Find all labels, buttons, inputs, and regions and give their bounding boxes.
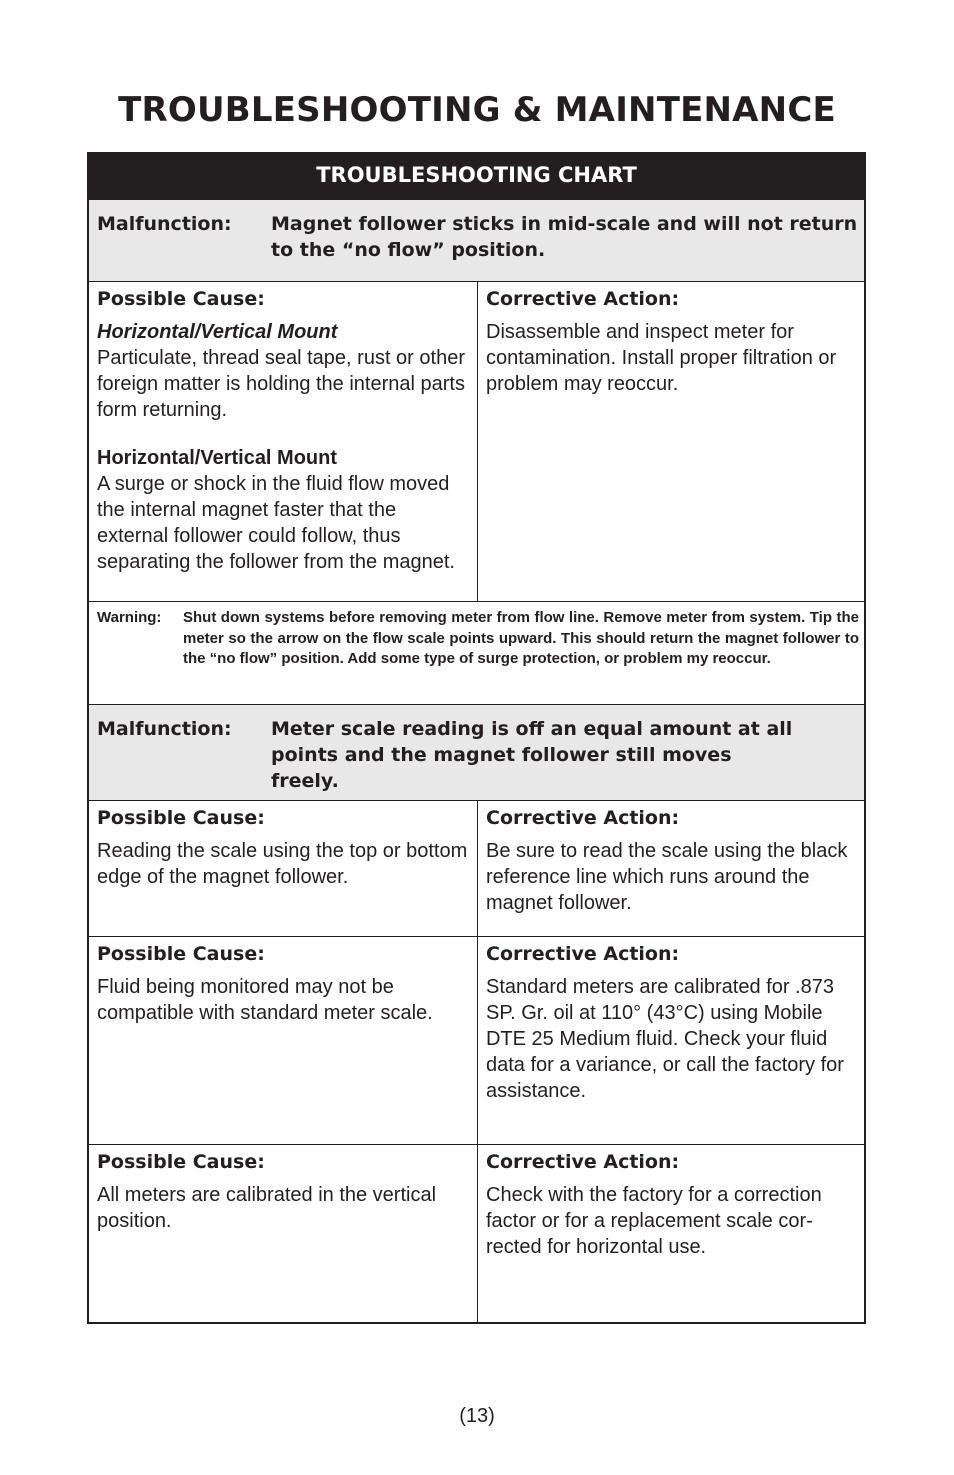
chart-title: TROUBLESHOOTING CHART [89, 154, 864, 201]
cause-action-row-2 [89, 801, 864, 937]
corrective-action-label: Corrective Action: [486, 1151, 680, 1173]
possible-cause-cell [89, 282, 478, 601]
action-text: Check with the factory for a correction factor or for a replacement scale cor-rected for horizontal use. [486, 1184, 822, 1258]
corrective-action-label: Corrective Action: [486, 288, 680, 310]
action-text: Standard meters are calibrated for .873 SP. Gr. oil at 110° (43°C) using Mobile DTE 25 Medium fluid. Check your fluid data for a variance, or call the factory for assistance. [486, 976, 844, 1102]
possible-cause-label: Possible Cause: [97, 1151, 265, 1173]
cause-text: A surge or shock in the fluid flow moved the internal magnet faster that the external follower could follow, thus separating the follower from the magnet. [97, 473, 455, 573]
malfunction-text: Meter scale reading is off an equal amount at all points and the magnet follower still moves freely. [271, 718, 793, 792]
possible-cause-label: Possible Cause: [97, 807, 265, 829]
action-text: Be sure to read the scale using the black reference line which runs around the magnet follower. [486, 840, 848, 914]
page-number: (13) [459, 1405, 495, 1427]
possible-cause-label: Possible Cause: [97, 943, 265, 965]
corrective-action-cell [478, 937, 864, 1144]
warning-note [89, 602, 864, 705]
cause-text: Fluid being monitored may not be compatible with standard meter scale. [97, 976, 433, 1024]
corrective-action-cell [478, 801, 864, 936]
malfunction-row-2 [89, 704, 864, 801]
possible-cause-cell [89, 801, 478, 936]
cause-text: All meters are calibrated in the vertical position. [97, 1184, 437, 1232]
cause-subhead: Horizontal/Vertical Mount [97, 447, 338, 469]
cause-action-row-1 [89, 282, 864, 602]
corrective-action-label: Corrective Action: [486, 943, 680, 965]
malfunction-text: Magnet follower sticks in mid-scale and will not return to the “no flow” position. [271, 213, 858, 261]
troubleshooting-chart [87, 152, 866, 1324]
warning-text: Shut down systems before removing meter from flow line. Remove meter from system. Tip the meter so the arrow on the flow scale points upward. This should return the magnet follower to the “no flow” position. Add some type of surge protection, or problem my reoccur. [183, 609, 859, 667]
malfunction-row-1 [89, 199, 864, 282]
cause-action-row-4 [89, 1145, 864, 1322]
cause-action-row-3 [89, 937, 864, 1145]
corrective-action-cell [478, 282, 864, 601]
cause-text: Reading the scale using the top or bottom edge of the magnet follower. [97, 840, 468, 888]
possible-cause-label: Possible Cause: [97, 288, 265, 310]
possible-cause-cell [89, 1145, 478, 1322]
warning-label: Warning: [97, 609, 162, 626]
corrective-action-label: Corrective Action: [486, 807, 680, 829]
malfunction-label: Malfunction: [97, 213, 232, 235]
cause-text: Particulate, thread seal tape, rust or other foreign matter is holding the internal parts form returning. [97, 347, 465, 421]
cause-subhead: Horizontal/Vertical Mount [97, 321, 338, 343]
possible-cause-cell [89, 937, 478, 1144]
page-title: TROUBLESHOOTING & MAINTENANCE [118, 90, 836, 130]
action-text: Disassemble and inspect meter for contamination. Install proper filtration or problem may reoccur. [486, 321, 837, 395]
malfunction-label: Malfunction: [97, 718, 232, 740]
corrective-action-cell [478, 1145, 864, 1322]
